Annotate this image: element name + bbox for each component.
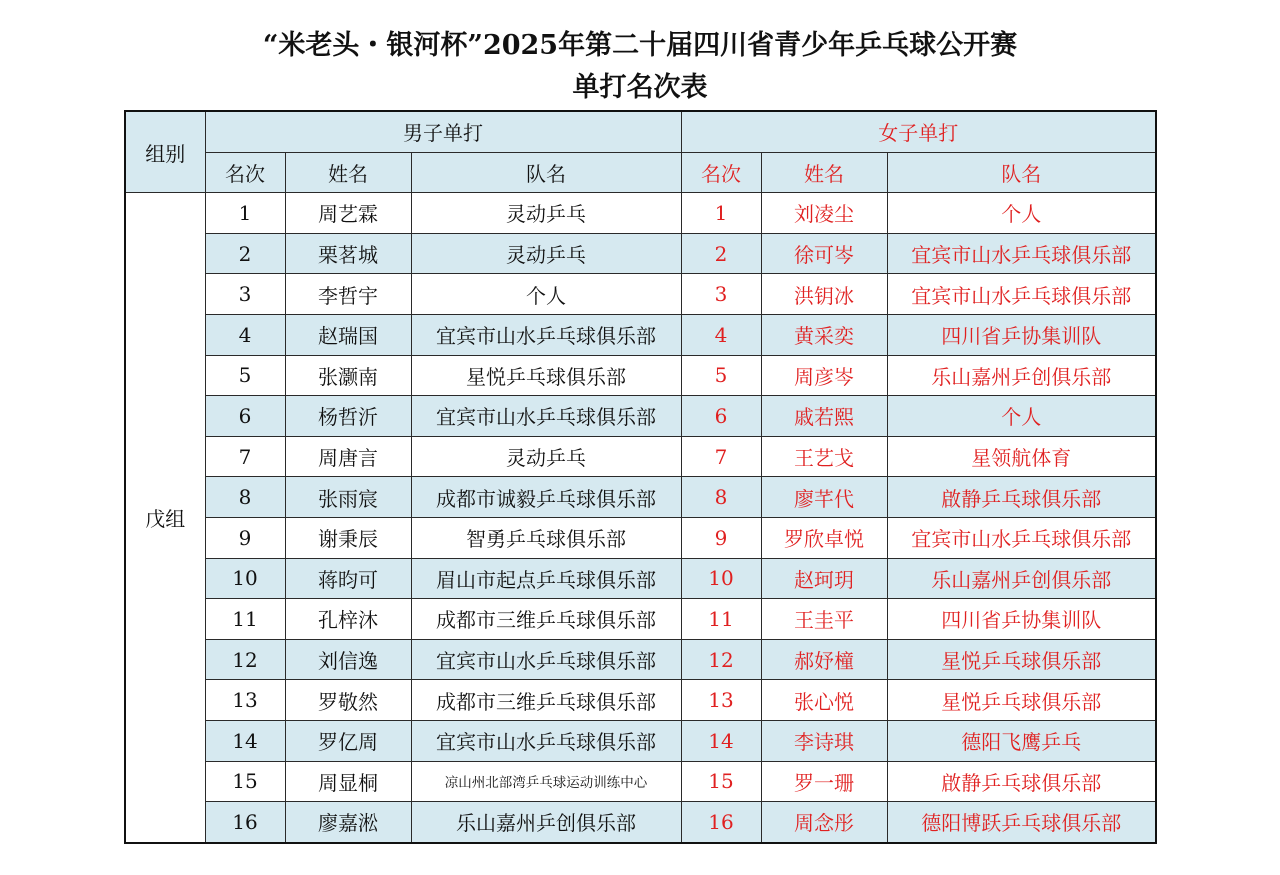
men-team-cell: 宜宾市山水乒乓球俱乐部 [411, 639, 681, 680]
table-row [125, 396, 1156, 437]
ranking-table [124, 110, 1157, 844]
table-row [125, 436, 1156, 477]
men-rank-cell: 16 [205, 802, 285, 843]
women-team-cell: 啟静乒乓球俱乐部 [887, 477, 1156, 518]
men-name-cell: 栗茗城 [285, 233, 411, 274]
table-row [125, 274, 1156, 315]
men-singles-header: 男子单打 [205, 111, 681, 152]
women-team-cell: 德阳博跃乒乓球俱乐部 [887, 802, 1156, 843]
page-subtitle: 单打名次表 [572, 72, 708, 103]
women-rank-cell: 16 [681, 802, 761, 843]
table-row [125, 761, 1156, 802]
women-team-cell: 星领航体育 [887, 436, 1156, 477]
table-row [125, 558, 1156, 599]
table-row [125, 314, 1156, 355]
men-rank-cell: 4 [205, 314, 285, 355]
women-name-cell: 洪钥冰 [761, 274, 887, 315]
women-name-cell: 刘凌尘 [761, 193, 887, 234]
men-team-cell: 个人 [411, 274, 681, 315]
group-cell: 戊组 [125, 193, 205, 843]
men-team-cell: 宜宾市山水乒乓球俱乐部 [411, 314, 681, 355]
women-team-cell: 乐山嘉州乒创俱乐部 [887, 558, 1156, 599]
men-name-cell: 谢秉辰 [285, 517, 411, 558]
women-team-cell: 乐山嘉州乒创俱乐部 [887, 355, 1156, 396]
men-rank-cell: 7 [205, 436, 285, 477]
men-team-cell: 乐山嘉州乒创俱乐部 [411, 802, 681, 843]
page-title: “米老头・银河杯”2025年第二十届四川省青少年乒乓球公开赛 [262, 30, 1018, 61]
men-rank-cell: 9 [205, 517, 285, 558]
men-team-cell: 灵动乒乓 [411, 233, 681, 274]
women-team-header: 队名 [887, 152, 1156, 193]
women-rank-cell: 12 [681, 639, 761, 680]
men-team-cell: 灵动乒乓 [411, 436, 681, 477]
women-team-cell: 宜宾市山水乒乓球俱乐部 [887, 274, 1156, 315]
women-team-cell: 宜宾市山水乒乓球俱乐部 [887, 233, 1156, 274]
men-team-cell: 宜宾市山水乒乓球俱乐部 [411, 720, 681, 761]
women-name-cell: 郝妤橦 [761, 639, 887, 680]
men-team-cell: 灵动乒乓 [411, 193, 681, 234]
men-team-cell: 成都市三维乒乓球俱乐部 [411, 680, 681, 721]
women-rank-cell: 13 [681, 680, 761, 721]
men-rank-cell: 5 [205, 355, 285, 396]
women-rank-cell: 14 [681, 720, 761, 761]
men-name-cell: 罗敬然 [285, 680, 411, 721]
men-name-cell: 罗亿周 [285, 720, 411, 761]
women-team-cell: 宜宾市山水乒乓球俱乐部 [887, 517, 1156, 558]
women-rank-cell: 6 [681, 396, 761, 437]
men-name-cell: 周唐言 [285, 436, 411, 477]
men-name-header: 姓名 [285, 152, 411, 193]
table-row [125, 517, 1156, 558]
table-row [125, 233, 1156, 274]
men-name-cell: 周显桐 [285, 761, 411, 802]
table-row [125, 477, 1156, 518]
women-name-cell: 李诗琪 [761, 720, 887, 761]
women-rank-cell: 9 [681, 517, 761, 558]
table-row [125, 680, 1156, 721]
women-team-cell: 星悦乒乓球俱乐部 [887, 680, 1156, 721]
women-name-cell: 罗一珊 [761, 761, 887, 802]
men-team-cell: 凉山州北部湾乒乓球运动训练中心 [411, 761, 681, 802]
women-rank-cell: 7 [681, 436, 761, 477]
men-name-cell: 廖嘉淞 [285, 802, 411, 843]
table-row [125, 599, 1156, 640]
women-name-cell: 周念彤 [761, 802, 887, 843]
women-rank-cell: 3 [681, 274, 761, 315]
women-rank-cell: 5 [681, 355, 761, 396]
women-rank-cell: 15 [681, 761, 761, 802]
women-rank-cell: 1 [681, 193, 761, 234]
women-team-cell: 个人 [887, 396, 1156, 437]
men-name-cell: 张灏南 [285, 355, 411, 396]
men-name-cell: 蒋昀可 [285, 558, 411, 599]
men-rank-cell: 1 [205, 193, 285, 234]
women-singles-header: 女子单打 [681, 111, 1156, 152]
table-row [125, 720, 1156, 761]
women-rank-cell: 8 [681, 477, 761, 518]
men-team-header: 队名 [411, 152, 681, 193]
men-team-cell: 智勇乒乓球俱乐部 [411, 517, 681, 558]
women-team-cell: 星悦乒乓球俱乐部 [887, 639, 1156, 680]
men-name-cell: 张雨宸 [285, 477, 411, 518]
men-name-cell: 孔梓沐 [285, 599, 411, 640]
women-team-cell: 四川省乒协集训队 [887, 599, 1156, 640]
women-name-cell: 廖芊代 [761, 477, 887, 518]
men-team-cell: 星悦乒乓球俱乐部 [411, 355, 681, 396]
women-team-cell: 个人 [887, 193, 1156, 234]
men-name-cell: 杨哲沂 [285, 396, 411, 437]
women-name-cell: 张心悦 [761, 680, 887, 721]
men-rank-cell: 8 [205, 477, 285, 518]
women-name-cell: 戚若熙 [761, 396, 887, 437]
women-team-cell: 啟静乒乓球俱乐部 [887, 761, 1156, 802]
men-rank-cell: 15 [205, 761, 285, 802]
table-row [125, 802, 1156, 843]
women-rank-cell: 10 [681, 558, 761, 599]
table-row [125, 193, 1156, 234]
table-row [125, 355, 1156, 396]
men-team-cell: 眉山市起点乒乓球俱乐部 [411, 558, 681, 599]
men-rank-cell: 12 [205, 639, 285, 680]
men-rank-cell: 13 [205, 680, 285, 721]
men-name-cell: 刘信逸 [285, 639, 411, 680]
women-name-cell: 徐可岑 [761, 233, 887, 274]
women-name-cell: 黄采奕 [761, 314, 887, 355]
men-rank-cell: 14 [205, 720, 285, 761]
men-team-cell: 宜宾市山水乒乓球俱乐部 [411, 396, 681, 437]
men-rank-cell: 11 [205, 599, 285, 640]
women-name-cell: 罗欣卓悦 [761, 517, 887, 558]
group-header: 组别 [125, 111, 205, 193]
men-rank-header: 名次 [205, 152, 285, 193]
men-team-cell: 成都市三维乒乓球俱乐部 [411, 599, 681, 640]
men-rank-cell: 6 [205, 396, 285, 437]
men-name-cell: 周艺霖 [285, 193, 411, 234]
women-name-cell: 王艺戈 [761, 436, 887, 477]
women-rank-cell: 4 [681, 314, 761, 355]
men-rank-cell: 10 [205, 558, 285, 599]
women-name-cell: 王圭平 [761, 599, 887, 640]
women-team-cell: 四川省乒协集训队 [887, 314, 1156, 355]
men-name-cell: 李哲宇 [285, 274, 411, 315]
men-rank-cell: 2 [205, 233, 285, 274]
women-rank-cell: 11 [681, 599, 761, 640]
men-team-cell: 成都市诚毅乒乓球俱乐部 [411, 477, 681, 518]
men-name-cell: 赵瑞国 [285, 314, 411, 355]
women-team-cell: 德阳飞鹰乒乓 [887, 720, 1156, 761]
women-name-header: 姓名 [761, 152, 887, 193]
women-name-cell: 赵珂玥 [761, 558, 887, 599]
table-row [125, 639, 1156, 680]
men-rank-cell: 3 [205, 274, 285, 315]
women-rank-header: 名次 [681, 152, 761, 193]
women-rank-cell: 2 [681, 233, 761, 274]
women-name-cell: 周彦岑 [761, 355, 887, 396]
